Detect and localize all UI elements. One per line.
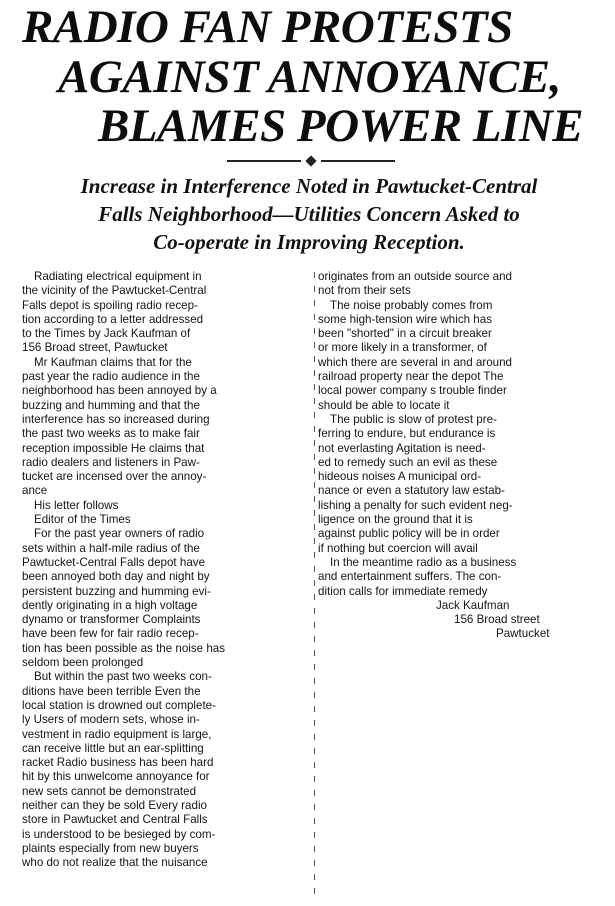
article-line: the past two weeks as to make fair	[22, 427, 200, 441]
article-line: But within the past two weeks con-	[34, 670, 212, 684]
article-line: lishing a penalty for such evident neg-	[318, 498, 513, 512]
article-line: persistent buzzing and humming evi-	[22, 584, 211, 598]
article-line: local station is drowned out complete-	[22, 698, 216, 712]
article-line: neither can they be sold Every radio	[22, 798, 207, 812]
article-line: past year the radio audience in the	[22, 370, 200, 384]
article-line: not from their sets	[318, 284, 411, 298]
subheadline-line: Increase in Interference Noted in Pawtucket-Central	[80, 174, 538, 198]
headline-line-2: AGAINST ANNOYANCE,	[58, 51, 561, 103]
article-line: plaints especially from new buyers	[22, 841, 199, 855]
article-line: railroad property near the depot The	[318, 370, 504, 384]
divider-bar-left	[227, 160, 301, 162]
subheadline-line: Co-operate in Improving Reception.	[153, 230, 465, 254]
column-divider	[314, 272, 315, 900]
article-line: radio dealers and listeners in Paw-	[22, 455, 200, 469]
article-line: ferring to endure, but endurance is	[318, 427, 496, 441]
article-line: local power company s trouble finder	[318, 384, 507, 398]
article-line: Radiating electrical equipment in	[34, 270, 202, 283]
divider-diamond	[305, 155, 316, 166]
article-line: the vicinity of the Pawtucket-Central	[22, 284, 207, 298]
article-line: ance	[22, 484, 48, 498]
article-line: Mr Kaufman claims that for the	[34, 355, 192, 369]
article-line: some high-tension wire which has	[318, 312, 492, 326]
subheadline-line: Falls Neighborhood—Utilities Concern Asked to	[98, 202, 520, 226]
article-line: should be able to locate it	[318, 398, 450, 412]
article-line: dition calls for immediate remedy	[318, 584, 488, 598]
article-line: dynamo or transformer Complaints	[22, 613, 201, 627]
article-line: if nothing but coercion will avail	[318, 541, 478, 555]
article-line: His letter follows	[34, 498, 119, 512]
article-line: have been few for fair radio recep-	[22, 627, 199, 641]
article-line: The public is slow of protest pre-	[330, 412, 497, 426]
headline-line-3: BLAMES POWER LINE	[98, 100, 584, 152]
article-line: reception impossible He claims that	[22, 441, 205, 455]
signature-city: Pawtucket	[496, 627, 550, 641]
article-line: not everlasting Agitation is need-	[318, 441, 486, 455]
article-line: Falls depot is spoiling radio recep-	[22, 298, 198, 312]
article-line: store in Pawtucket and Central Falls	[22, 813, 208, 827]
article-line: ed to remedy such an evil as these	[318, 455, 498, 469]
article-line: and entertainment suffers. The con-	[318, 570, 502, 584]
article-line: dently originating in a high voltage	[22, 598, 198, 612]
article-line: buzzing and humming and that the	[22, 398, 200, 412]
article-line: to the Times by Jack Kaufman of	[22, 327, 191, 341]
headline-line-1: RADIO FAN PROTESTS	[22, 1, 513, 53]
article-column-right	[318, 270, 608, 642]
article-line: can receive little but an ear-splitting	[22, 741, 204, 755]
article-line: ligence on the ground that it is	[318, 513, 473, 527]
article-line: sets within a half-mile radius of the	[22, 541, 200, 555]
article-line: been annoyed both day and night by	[22, 570, 210, 584]
signature-address: 156 Broad street	[454, 613, 540, 627]
article-line: The noise probably comes from	[330, 298, 493, 312]
article-line: is understood to be besieged by com-	[22, 827, 216, 841]
article-line: Editor of the Times	[34, 513, 131, 527]
article-line: against public policy will be in order	[318, 527, 500, 541]
article-line: vestment in radio equipment is large,	[22, 727, 212, 741]
article-line: which there are several in and around	[318, 355, 512, 369]
article-line: 156 Broad street, Pawtucket	[22, 341, 168, 355]
signature-name: Jack Kaufman	[436, 598, 510, 612]
subheadline	[14, 172, 604, 256]
article-line: tion has been possible as the noise has	[22, 641, 226, 655]
article-line: tion according to a letter addressed	[22, 312, 204, 326]
article-line: originates from an outside source and	[318, 270, 512, 283]
article-line: ditions have been terrible Even the	[22, 684, 201, 698]
article-line: ly Users of modern sets, whose in-	[22, 713, 200, 727]
headline-divider-ornament	[227, 157, 395, 165]
article-line: tucket are incensed over the annoy-	[22, 470, 207, 484]
article-line: racket Radio business has been hard	[22, 756, 214, 770]
article-line: In the meantime radio as a business	[330, 555, 517, 569]
article-line: interference has so increased during	[22, 412, 210, 426]
article-line: seldom been prolonged	[22, 656, 144, 670]
article-line: hit by this unwelcome annoyance for	[22, 770, 210, 784]
article-column-left	[22, 270, 312, 870]
article-line: been "shorted" in a circuit breaker	[318, 327, 492, 341]
divider-bar-right	[321, 160, 395, 162]
article-line: neighborhood has been annoyed by a	[22, 384, 217, 398]
article-line: For the past year owners of radio	[34, 527, 205, 541]
article-line: Pawtucket-Central Falls depot have	[22, 555, 206, 569]
article-line: who do not realize that the nuisance	[22, 856, 208, 870]
article-line: hideous noises A municipal ord-	[318, 470, 482, 484]
article-line: or more likely in a transformer, of	[318, 341, 487, 355]
article-line: new sets cannot be demonstrated	[22, 784, 197, 798]
article-line: nance or even a statutory law estab-	[318, 484, 505, 498]
